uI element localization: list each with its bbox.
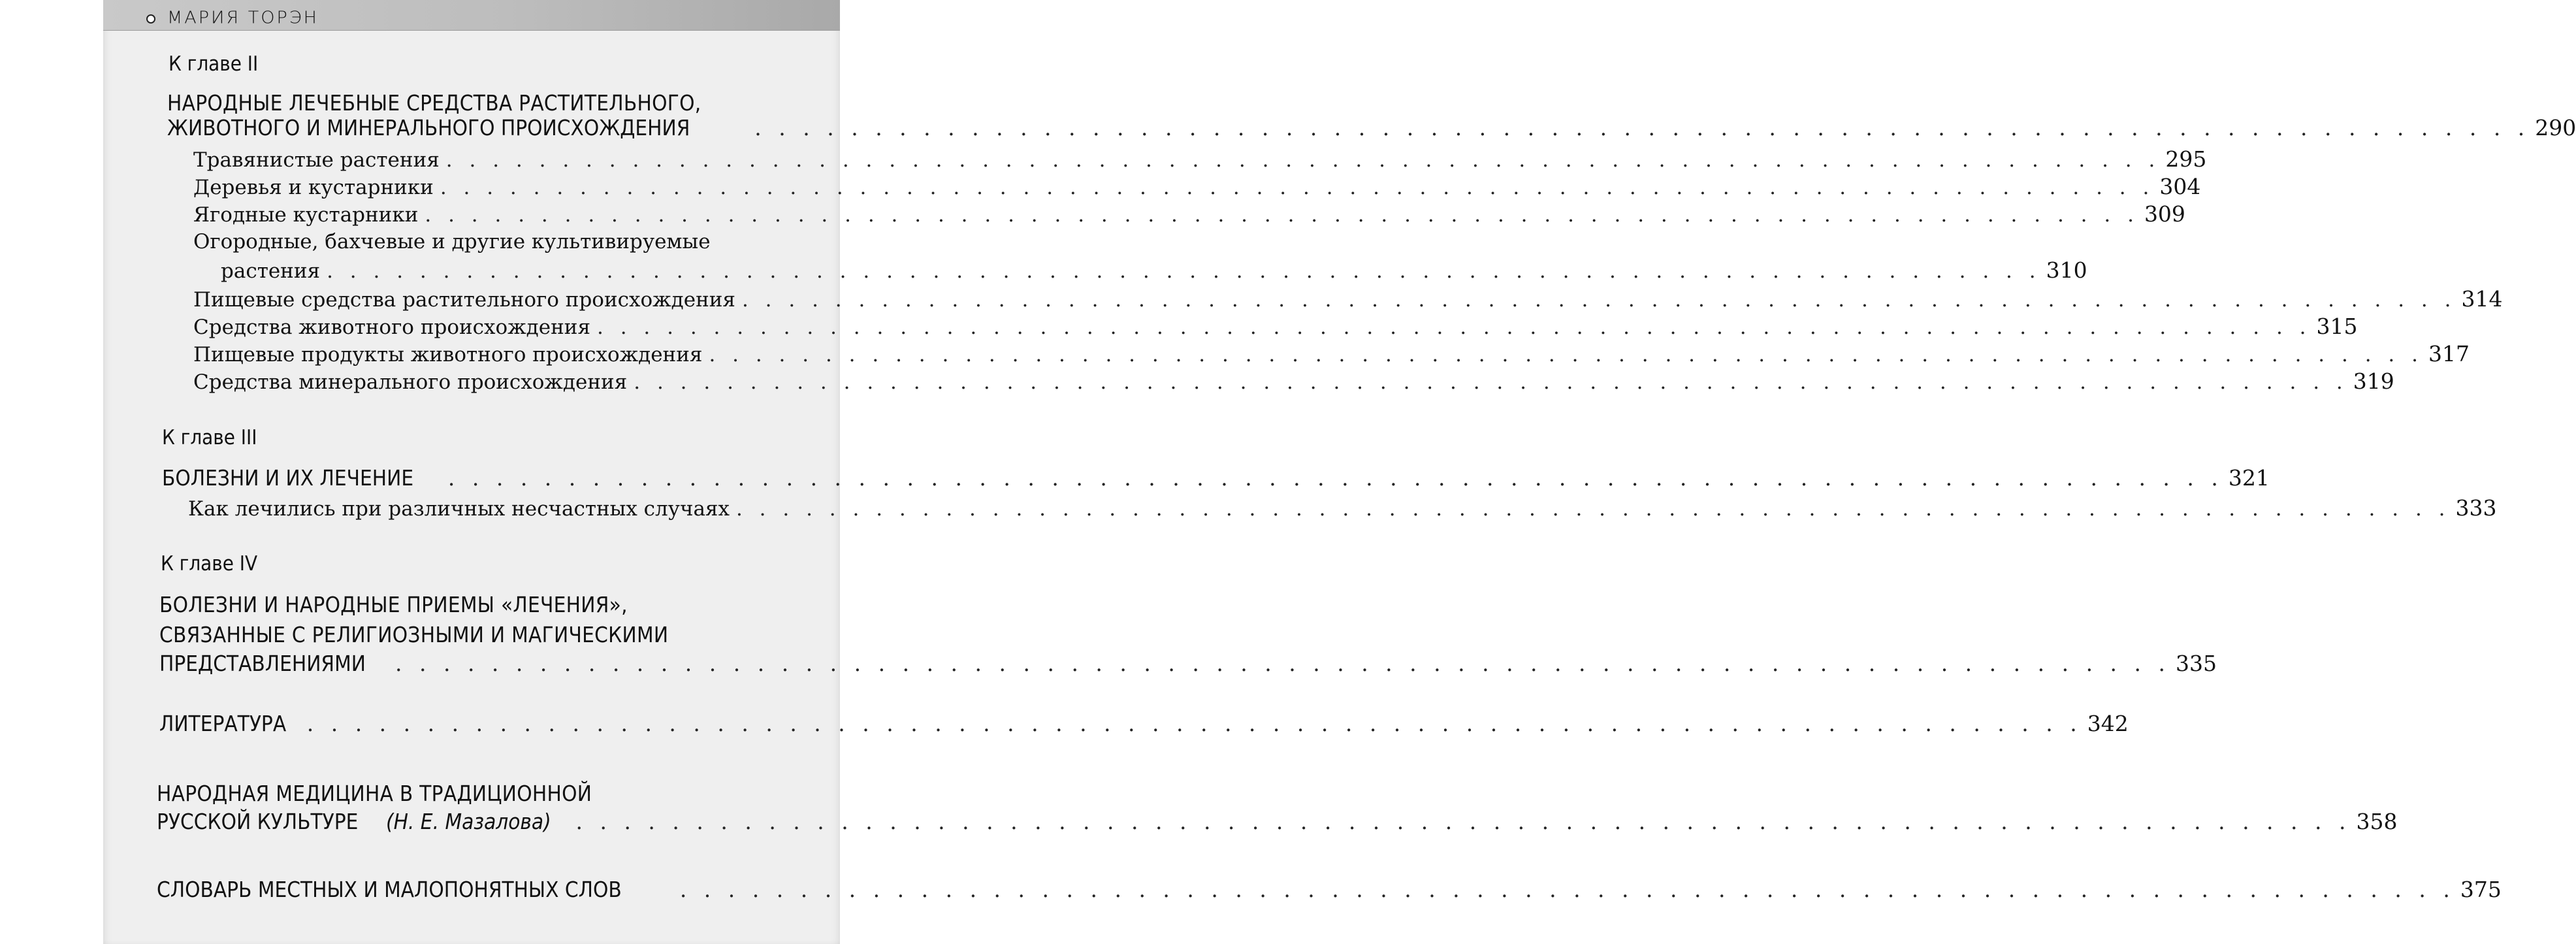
leader-dots: . . . . . . . . . . . . . . . . . . . . . . . . . . . . . . . . . . . . . . . . . . . . . . . . . . . . . . . . . . . . . . . . . . . . . . . . . . [634, 370, 2348, 394]
page-number: 321 [2228, 465, 2270, 491]
toc-entry[interactable] [193, 341, 2470, 366]
leader-dots: . . . . . . . . . . . . . . . . . . . . . . . . . . . . . . . . . . . . . . . . . . . . . . . . . . . . . . . . . . . . . . . . . . . . . . . . . . [447, 465, 2223, 491]
page-number: 295 [2165, 146, 2207, 172]
page-number: 319 [2353, 368, 2394, 394]
book-page [103, 0, 2576, 944]
page-number: 342 [2087, 711, 2129, 736]
section-title-line: СВЯЗАННЫЕ С РЕЛИГИОЗНЫМИ И МАГИЧЕСКИМИ [159, 622, 669, 647]
toc-entry[interactable] [193, 368, 2394, 394]
leader-dots: . . . . . . . . . . . . . . . . . . . . . . . . . . . . . . . . . . . . . . . . . . . . . . . . . . . . . . . . . . . . . . . . . . . . . . . . . . [445, 148, 2161, 172]
essay-title-line: РУССКОЙ КУЛЬТУРЕ [157, 809, 359, 834]
page-number: 335 [2176, 651, 2217, 676]
author-name: МАРИЯ ТОРЭН [167, 8, 319, 28]
leader-dots: . . . . . . . . . . . . . . . . . . . . . . . . . . . . . . . . . . . . . . . . . . . . . . . . . . . . . . . . . . . . . . . . . . . . . . . . . . [754, 115, 2530, 140]
running-head [103, 0, 840, 31]
chapter-label-2: К главе II [169, 52, 259, 76]
toc-entry[interactable] [193, 146, 2207, 172]
toc-entry[interactable] [193, 201, 2185, 227]
section-title-line: ПРЕДСТАВЛЕНИЯМИ [159, 651, 366, 676]
section-title-line: ЖИВОТНОГО И МИНЕРАЛЬНОГО ПРОИСХОЖДЕНИЯ [167, 115, 690, 140]
leader-dots: . . . . . . . . . . . . . . . . . . . . . . . . . . . . . . . . . . . . . . . . . . . . . . . . . . . . . . . . . . . . . . . . . . . . . . . . . . [327, 259, 2041, 283]
toc-entry-title: Деревья и кустарники [193, 176, 434, 199]
leader-dots: . . . . . . . . . . . . . . . . . . . . . . . . . . . . . . . . . . . . . . . . . . . . . . . . . . . . . . . . . . . . . . . . . . . . . . . . . . [597, 316, 2311, 339]
toc-entry-title: Пищевые средства растительного происхождения [193, 288, 735, 312]
toc-entry-title: Средства животного происхождения [193, 316, 590, 339]
toc-entry[interactable] [193, 314, 2358, 339]
toc-entry-literature[interactable] [159, 711, 2129, 736]
toc-entry[interactable] [162, 465, 2270, 491]
section-title-line: БОЛЕЗНИ И НАРОДНЫЕ ПРИЕМЫ «ЛЕЧЕНИЯ», [159, 592, 628, 617]
toc-entry[interactable] [193, 174, 2201, 199]
section-title-line: НАРОДНЫЕ ЛЕЧЕБНЫЕ СРЕДСТВА РАСТИТЕЛЬНОГО, [167, 90, 701, 116]
page-number: 310 [2046, 257, 2087, 283]
page-number: 315 [2316, 314, 2358, 339]
toc-entry-essay[interactable] [157, 809, 2398, 834]
essay-author: (Н. Е. Мазалова) [385, 809, 551, 834]
literature-title: ЛИТЕРАТУРА [159, 711, 287, 736]
toc-entry-title: Ягодные кустарники [193, 203, 419, 227]
toc-entry[interactable] [159, 651, 2217, 676]
leader-dots: . . . . . . . . . . . . . . . . . . . . . . . . . . . . . . . . . . . . . . . . . . . . . . . . . . . . . . . . . . . . . . . . . . . . . . . . . . [440, 176, 2155, 199]
page-number: 375 [2460, 877, 2502, 902]
essay-title-line: НАРОДНАЯ МЕДИЦИНА В ТРАДИЦИОННОЙ [157, 781, 592, 806]
toc-entry[interactable] [193, 286, 2503, 312]
leader-dots: . . . . . . . . . . . . . . . . . . . . . . . . . . . . . . . . . . . . . . . . . . . . . . . . . . . . . . . . . . . . . . . . . . . . . . . . . . [575, 809, 2351, 834]
page-number: 290 [2535, 115, 2576, 140]
page-number: 317 [2428, 341, 2470, 366]
leader-dots: . . . . . . . . . . . . . . . . . . . . . . . . . . . . . . . . . . . . . . . . . . . . . . . . . . . . . . . . . . . . . . . . . . . . . . . . . . [735, 497, 2451, 521]
toc-entry-title: Как лечились при различных несчастных случаях [188, 497, 730, 521]
page-number: 333 [2455, 495, 2497, 521]
leader-dots: . . . . . . . . . . . . . . . . . . . . . . . . . . . . . . . . . . . . . . . . . . . . . . . . . . . . . . . . . . . . . . . . . . . . . . . . . . [709, 343, 2423, 366]
toc-entry-dictionary[interactable] [157, 877, 2502, 902]
page-number: 314 [2461, 286, 2503, 312]
toc-entry[interactable] [221, 257, 2087, 283]
toc-entry-continuation: растения [221, 259, 321, 283]
chapter-label-4: К главе IV [161, 552, 258, 576]
page-number: 309 [2144, 201, 2185, 227]
leader-dots: . . . . . . . . . . . . . . . . . . . . . . . . . . . . . . . . . . . . . . . . . . . . . . . . . . . . . . . . . . . . . . . . . . . . . . . . . . [679, 877, 2455, 902]
page-number: 358 [2356, 809, 2398, 834]
leader-dots: . . . . . . . . . . . . . . . . . . . . . . . . . . . . . . . . . . . . . . . . . . . . . . . . . . . . . . . . . . . . . . . . . . . . . . . . . . [425, 203, 2139, 227]
leader-dots: . . . . . . . . . . . . . . . . . . . . . . . . . . . . . . . . . . . . . . . . . . . . . . . . . . . . . . . . . . . . . . . . . . . . . . . . . . [741, 288, 2456, 312]
toc-entry-title: Средства минерального происхождения [193, 370, 628, 394]
toc-entry[interactable] [188, 495, 2497, 521]
toc-entry[interactable] [167, 115, 2576, 140]
toc-entry-title: Травянистые растения [193, 148, 440, 172]
page-number: 304 [2159, 174, 2201, 199]
section-title-line: БОЛЕЗНИ И ИХ ЛЕЧЕНИЕ [162, 465, 414, 491]
chapter-label-3: К главе III [162, 426, 257, 449]
toc-entry-title: Огородные, бахчевые и другие культивируемые [193, 230, 711, 253]
bullet-icon [146, 14, 155, 24]
dictionary-title: СЛОВАРЬ МЕСТНЫХ И МАЛОПОНЯТНЫХ СЛОВ [157, 877, 622, 902]
leader-dots: . . . . . . . . . . . . . . . . . . . . . . . . . . . . . . . . . . . . . . . . . . . . . . . . . . . . . . . . . . . . . . . . . . . . . . . . . . [306, 711, 2082, 736]
toc-entry-title: Пищевые продукты животного происхождения [193, 343, 703, 366]
leader-dots: . . . . . . . . . . . . . . . . . . . . . . . . . . . . . . . . . . . . . . . . . . . . . . . . . . . . . . . . . . . . . . . . . . . . . . . . . . [395, 651, 2171, 676]
